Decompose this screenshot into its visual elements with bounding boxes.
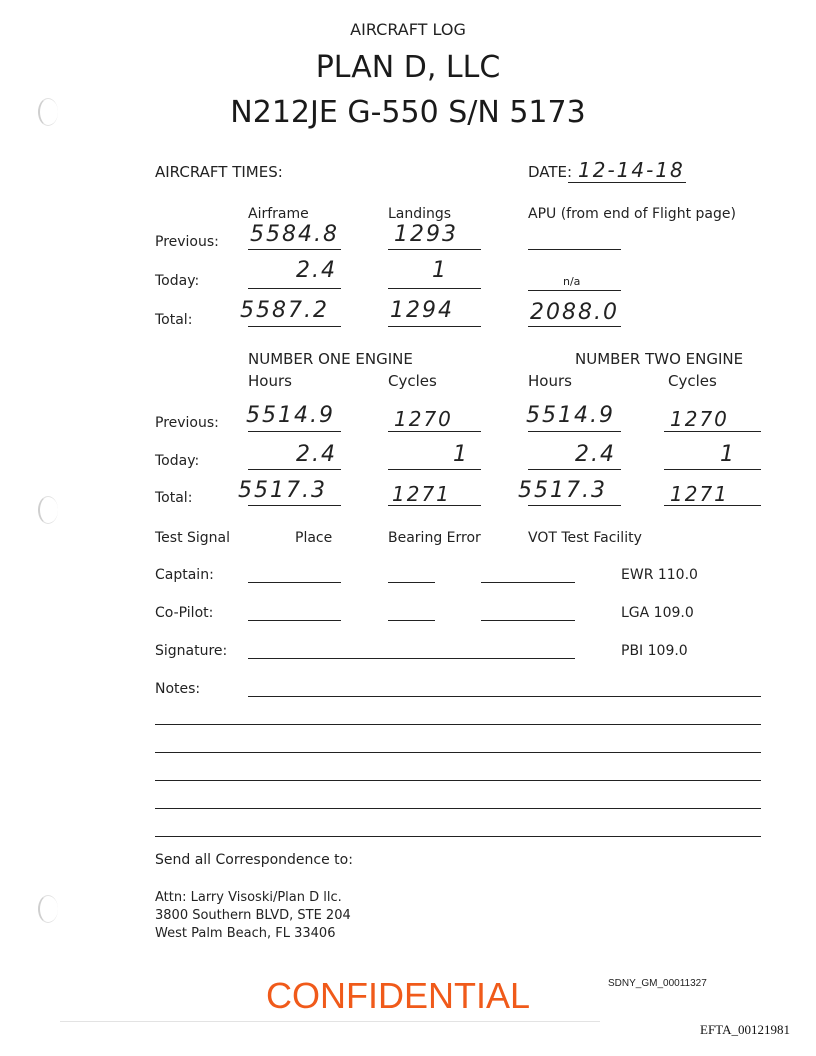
e2-total-hours: 5517.3 <box>518 478 607 503</box>
col-apu: APU (from end of Flight page) <box>528 206 736 222</box>
company-name: PLAN D, LLC <box>315 50 501 85</box>
col-airframe: Airframe <box>248 206 309 222</box>
today-landings-line <box>388 288 481 289</box>
e2-today-hours: 2.4 <box>575 442 616 467</box>
e2-today-cycles: 1 <box>720 442 736 467</box>
e2-previous-cycles: 1270 <box>670 407 729 431</box>
facility-lga: LGA 109.0 <box>621 605 694 621</box>
punch-hole-icon <box>38 895 58 923</box>
copilot-extra-line <box>481 620 575 621</box>
row-previous-label: Previous: <box>155 234 219 250</box>
e1-previous-hours-line <box>248 431 341 432</box>
punch-hole-icon <box>38 496 58 524</box>
notes-line-6 <box>155 836 761 837</box>
previous-airframe-line <box>248 249 341 250</box>
e1-today-cycles: 1 <box>453 442 469 467</box>
e2-total-hours-line <box>528 505 621 506</box>
scan-edge-line <box>60 1021 600 1022</box>
e1-previous-cycles-line <box>388 431 481 432</box>
engine1-title: NUMBER ONE ENGINE <box>248 350 413 368</box>
today-apu-value: n/a <box>563 275 581 288</box>
doc-title-small: AIRCRAFT LOG <box>350 20 466 39</box>
e1-today-hours: 2.4 <box>296 442 337 467</box>
total-airframe-line <box>248 326 341 327</box>
previous-landings-value: 1293 <box>394 222 458 247</box>
e2-previous-hours: 5514.9 <box>526 403 615 428</box>
e2-previous-hours-line <box>528 431 621 432</box>
facility-ewr: EWR 110.0 <box>621 567 698 583</box>
vot-facility-label: VOT Test Facility <box>528 530 642 546</box>
total-landings-line <box>388 326 481 327</box>
correspondence-line3: West Palm Beach, FL 33406 <box>155 926 336 941</box>
efta-number: EFTA_00121981 <box>700 1022 790 1037</box>
confidential-stamp: CONFIDENTIAL <box>266 975 531 1016</box>
col-landings: Landings <box>388 206 452 222</box>
previous-landings-line <box>388 249 481 250</box>
e1-today-hours-line <box>248 469 341 470</box>
e2-total-cycles-line <box>664 505 761 506</box>
correspondence-line1: Attn: Larry Visoski/Plan D llc. <box>155 890 342 905</box>
engine1-hours-label: Hours <box>248 372 292 390</box>
engine1-cycles-label: Cycles <box>388 372 437 390</box>
engine2-cycles-label: Cycles <box>668 372 717 390</box>
e1-previous-cycles: 1270 <box>394 407 453 431</box>
notes-line-5 <box>155 808 761 809</box>
signature-label: Signature: <box>155 643 228 659</box>
e1-previous-hours: 5514.9 <box>246 403 335 428</box>
total-landings-value: 1294 <box>390 298 454 323</box>
correspondence-line2: 3800 Southern BLVD, STE 204 <box>155 908 351 923</box>
engine-row-total-label: Total: <box>155 490 193 506</box>
captain-bearing-line <box>388 582 435 583</box>
notes-line-2 <box>155 724 761 725</box>
e2-previous-cycles-line <box>664 431 761 432</box>
today-apu-line <box>528 290 621 291</box>
today-airframe-line <box>248 288 341 289</box>
engine-row-previous-label: Previous: <box>155 415 219 431</box>
bates-number: SDNY_GM_00011327 <box>608 978 707 989</box>
engine2-title: NUMBER TWO ENGINE <box>575 350 744 368</box>
engine-row-today-label: Today: <box>155 453 200 469</box>
captain-label: Captain: <box>155 567 214 583</box>
notes-line-1 <box>248 696 761 697</box>
date-underline <box>568 182 686 183</box>
correspondence-heading: Send all Correspondence to: <box>155 852 353 868</box>
captain-place-line <box>248 582 341 583</box>
test-signal-label: Test Signal <box>155 530 231 546</box>
copilot-place-line <box>248 620 341 621</box>
copilot-bearing-line <box>388 620 435 621</box>
notes-line-4 <box>155 780 761 781</box>
e1-total-hours-line <box>248 505 341 506</box>
e1-total-hours: 5517.3 <box>238 478 327 503</box>
row-total-label: Total: <box>155 312 193 328</box>
previous-airframe-value: 5584.8 <box>250 222 339 247</box>
e1-total-cycles: 1271 <box>392 482 451 506</box>
date-value: 12-14-18 <box>578 158 685 182</box>
engine2-hours-label: Hours <box>528 372 572 390</box>
place-label: Place <box>295 530 333 546</box>
copilot-label: Co-Pilot: <box>155 605 214 621</box>
row-today-label: Today: <box>155 273 200 289</box>
captain-extra-line <box>481 582 575 583</box>
date-label: DATE: <box>528 163 573 181</box>
e2-today-hours-line <box>528 469 621 470</box>
signature-line <box>248 658 575 659</box>
facility-pbi: PBI 109.0 <box>621 643 688 659</box>
today-airframe-value: 2.4 <box>296 258 337 283</box>
total-airframe-value: 5587.2 <box>240 298 329 323</box>
e2-total-cycles: 1271 <box>670 482 729 506</box>
previous-apu-line <box>528 249 621 250</box>
aircraft-id: N212JE G-550 S/N 5173 <box>230 95 586 130</box>
e1-total-cycles-line <box>388 505 481 506</box>
notes-line-3 <box>155 752 761 753</box>
total-apu-line <box>528 326 621 327</box>
e1-today-cycles-line <box>388 469 481 470</box>
aircraft-times-label: AIRCRAFT TIMES: <box>155 163 283 181</box>
bearing-error-label: Bearing Error <box>388 530 481 546</box>
notes-label: Notes: <box>155 681 201 697</box>
today-landings-value: 1 <box>432 258 448 283</box>
total-apu-value: 2088.0 <box>530 300 619 325</box>
e2-today-cycles-line <box>664 469 761 470</box>
